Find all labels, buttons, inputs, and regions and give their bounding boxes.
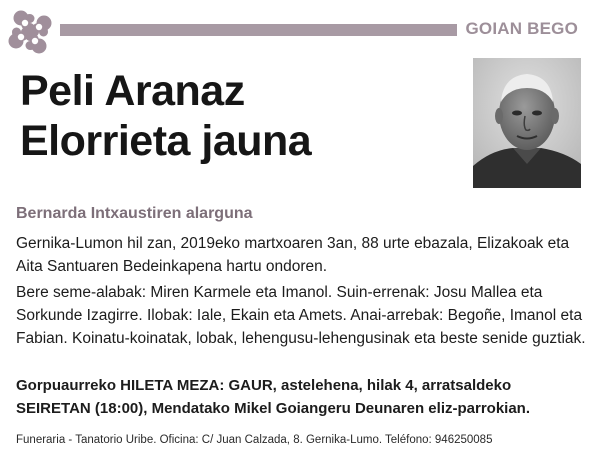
lauburu-icon bbox=[8, 10, 52, 54]
death-paragraph: Gernika-Lumon hil zan, 2019eko martxoaren 3an, 88 urte ebazala, Elizakoak eta Aita Santuaren Bedeinkapena hartu ondoren. bbox=[16, 235, 570, 275]
portrait-photo bbox=[473, 58, 581, 188]
name-line-2: Elorrieta jauna bbox=[20, 117, 312, 165]
funeral-paragraph: Gorpuaurreko HILETA MEZA: GAUR, astelehena, hilak 4, arratsaldeko SEIRETAN (18:00), Mendatako Mikel Goiangeru Deunaren eliz-parrokian. bbox=[16, 377, 531, 417]
name-line-1: Peli Aranaz bbox=[20, 67, 245, 115]
footer: Funeraria - Tanatorio Uribe. Oficina: C/ Juan Calzada, 8. Gernika-Lumo. Teléfono: 946250085 bbox=[16, 434, 493, 446]
deceased-name bbox=[20, 66, 311, 166]
header-label: GOIAN BEGO bbox=[465, 19, 578, 38]
family-paragraph: Bere seme-alabak: Miren Karmele eta Imanol. Suin-errenak: Josu Mallea eta Sorkunde Izagirre. Ilobak: Iale, Ekain eta Amets. Anai-arrebak: Begoñe, Imanol eta Fabian. Koinatu-koinatak, lobak, lehengusu-lehengusinak eta beste senide guztiak. bbox=[16, 284, 586, 347]
header-bar bbox=[60, 24, 457, 36]
subtitle: Bernarda Intxaustiren alarguna bbox=[16, 205, 253, 222]
